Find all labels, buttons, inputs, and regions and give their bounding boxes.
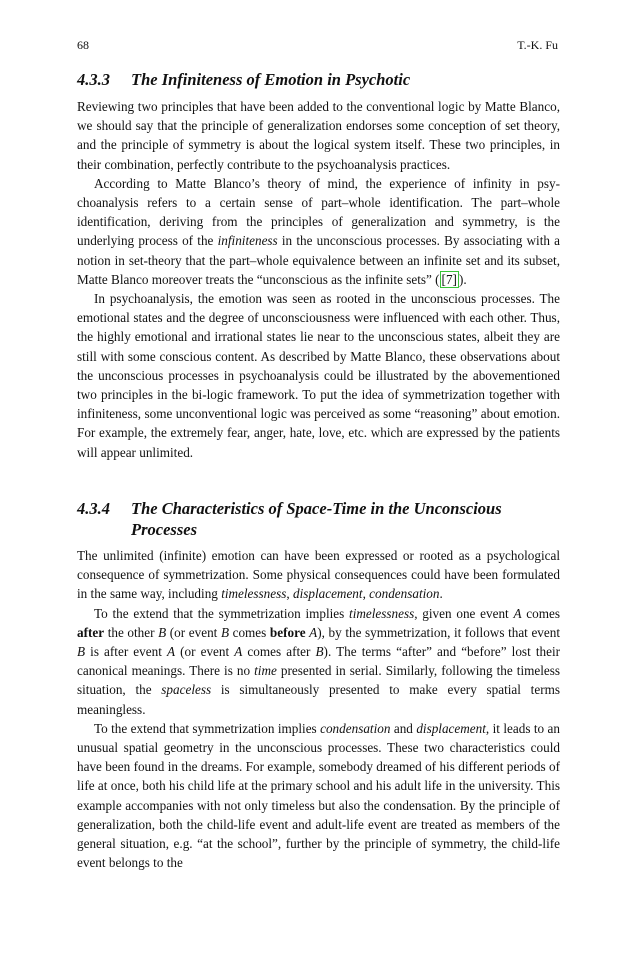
bold-term: before [269,624,306,640]
section-heading-4-3-4 [77,498,568,540]
emphasis: timelessness [349,605,415,621]
section-title-continued: Processes [131,520,197,539]
paragraph [77,604,560,719]
text-span: comes after [242,644,316,660]
text-span: , it leads to an unusual spatial geometry in the unconscious processes. These two characteristics could have been found in the dreams. For example, somebody dreamed of his different periods of life at once, both his child life at the primary school and his adult life in the university. This example accompanies with not only timeless but also the condensation. By the principle of generalization, both the child-life event and adult-life event are treated as members of the general situation, e.g. “at the school”, further by the principle of symmetry, the child-life event belongs to the [77,720,560,871]
text-span: ). [458,271,467,287]
emphasis: condensation [320,720,391,736]
text-span: ), by the symmetrization, it follows that event [317,624,561,640]
text-span: The unlimited (infinite) emotion can have been expressed or rooted as a psychological consequence of symmetrization. Some physical consequences could have been formulated in the same way, including [77,548,560,602]
emphasis: timelessness [221,586,287,602]
paragraph: In psychoanalysis, the emotion was seen as rooted in the unconscious processes. The emotional states and the degree of unconsciousness were influenced with each other. Thus, the highly emotional and irrational states lie near to the unconscious states, albeit they are still with some conscious content. As described by Matte Blanco, these observations about the unconscious processes in psychoanalysis could be illustrated by the abovementioned two principles in the bi-logic framework. To put the idea of symmetrization together with infiniteness, some unconventional logic was perceived as some “reasoning” about emotion. For example, the extremely fear, anger, hate, love, etc. which are expressed by the patients will appear unlimited. [77,291,560,460]
section-title: The Infiniteness of Emotion in Psychotic [131,70,411,89]
emphasis: displacement [292,586,363,602]
text-span: the other [104,624,159,640]
text-span: (or event [166,624,221,640]
variable: A [513,605,522,621]
emphasis: infiniteness [217,233,278,249]
variable: B [158,624,167,640]
emphasis: spaceless [161,682,212,698]
paragraph [77,546,560,604]
variable: B [220,624,229,640]
paragraph: Reviewing two principles that have been added to the conventional logic by Matte Blanco, we should say that the principle of generalization endorses some conception of set theory, and the principle of symmetry is about the logical system itself. These two principles, in their combination, perfectly contribute to the psychoanalysis practices. [77,99,560,172]
text-span: presented in serial. Similarly, following the timeless situation, the [77,663,560,698]
text-span: is simultaneously presented to make every spatial terms meaningless. [77,682,560,717]
text-span: is after event [85,644,167,660]
text-span: To the extend that symmetrization implies [94,720,321,736]
section-number: 4.3.4 [77,499,110,518]
text-span: To the extend that the symmetrization implies [94,605,350,621]
section-body-4-3-4 [77,546,560,872]
text-span: , [362,586,370,602]
variable: B [77,644,86,660]
paragraph [77,719,560,873]
section-number: 4.3.3 [77,70,110,89]
emphasis: time [254,663,277,679]
section-heading-4-3-3 [77,69,568,90]
text-span: According to Matte Blanco’s theory of mind, the experience of infinity in psychoanalysis refers to a certain sense of part–whole identification. The part–whole identification, deriving from the principles of generalization and symmetry, is the underlying process of the [77,175,560,249]
emphasis: displacement [416,720,486,736]
text-span: comes [521,605,560,621]
variable: A [166,644,176,660]
section-title: The Characteristics of Space-Time in the Unconscious [131,499,502,518]
running-header [77,38,558,52]
page-number: 68 [77,38,89,52]
variable: A [234,644,243,660]
variable: B [315,644,324,660]
text-span: and [390,720,417,736]
text-span: (or event [175,644,235,660]
section-body-4-3-3 [77,97,560,462]
text-span: , given one event [414,605,514,621]
text-span: , [286,586,293,602]
text-span: ). The terms “after” and “before” lost their canonical meanings. There is no [77,644,560,679]
bold-term: after [77,624,105,640]
emphasis: condensation [369,586,440,602]
variable: A [309,624,318,640]
text-span: comes [229,624,270,640]
running-author: T.-K. Fu [517,38,558,52]
text-span: . [439,586,443,602]
text-span: in the unconscious processes. By associating with a notion in set-theory that the part–whole equivalence between an infinite set and its subset, Matte Blanco moreover treats the “unconscious as the infinite sets” ( [77,233,561,287]
citation-link[interactable]: [7] [441,271,457,287]
paragraph [77,174,560,289]
